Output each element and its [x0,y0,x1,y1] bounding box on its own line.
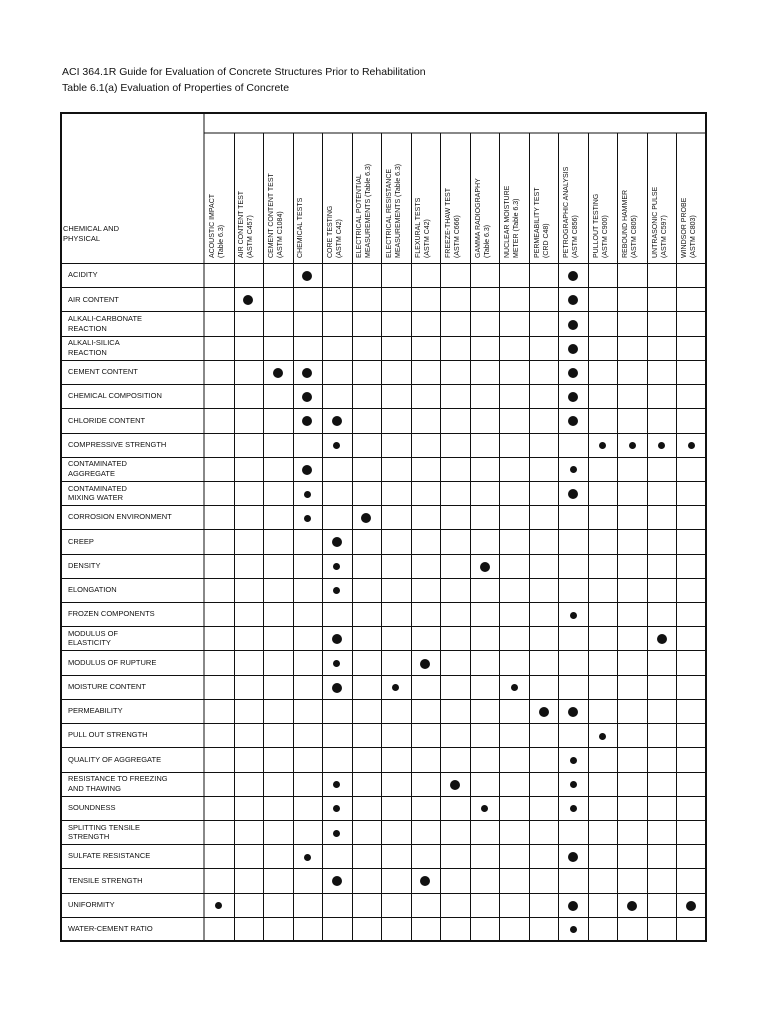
column-header [503,108,531,258]
row-label-line1: PERMEABILITY [68,706,123,716]
column-header-line1: CORE TESTING [326,205,334,258]
column-header-line1: CEMENT CONTENT TEST [267,173,275,258]
column-header-line2: (ASTM C856) [572,215,580,258]
row-label-line2: REACTION [68,347,107,357]
column-header-line2: (Table 6.3) [483,224,491,258]
column-header-line2: (CRD C48) [542,223,550,258]
row-label [68,578,202,602]
column-header-line2: (ASTM C42) [424,219,432,258]
row-label [68,287,202,311]
row-label [68,529,202,553]
applicability-dot [627,901,637,911]
applicability-dot [450,780,460,790]
applicability-dot [568,344,578,354]
column-header-line1: NUCLEAR MOISTURE [504,185,512,258]
column-header-line2: (ASTM C803) [690,215,698,258]
column-header-line2: (ASTM C900) [601,215,609,258]
column-header [414,108,442,258]
row-label [68,820,202,844]
row-label [68,457,202,481]
applicability-dot [420,659,430,669]
applicability-dot [304,491,311,498]
row-label-line1: DENSITY [68,560,101,570]
column-header-line1: AIR CONTENT TEST [238,190,246,258]
row-label [68,481,202,505]
row-label [68,505,202,529]
row-label-line1: CONTAMINATED [68,459,127,469]
column-header [237,108,265,258]
row-label [68,747,202,771]
column-header-line1: GAMMA RADIOGRAPHY [474,178,482,258]
column-header-line1: WINDSOR PROBE [681,197,689,258]
applicability-dot [304,515,311,522]
column-header [444,108,472,258]
corner-label-line1: CHEMICAL AND [63,224,119,233]
row-label-line1: AIR CONTENT [68,294,119,304]
applicability-dot [568,901,578,911]
applicability-dot [599,733,606,740]
row-label-line1: TENSILE STRENGTH [68,875,143,885]
applicability-dot [570,781,577,788]
column-header [296,108,324,258]
applicability-dot [570,757,577,764]
applicability-dot [480,562,490,572]
row-label-line2: ELASTICITY [68,638,111,648]
row-label [68,263,202,287]
row-label-line1: MOISTURE CONTENT [68,681,146,691]
applicability-dot [629,442,636,449]
column-header [592,108,620,258]
row-label [68,650,202,674]
row-label [68,384,202,408]
document-title: ACI 364.1R Guide for Evaluation of Concrete Structures Prior to Rehabilitation [62,66,426,78]
applicability-dot [568,368,578,378]
column-header-line1: ELECTRICAL POTENTIAL [356,174,364,258]
row-label [68,408,202,432]
applicability-dot [570,805,577,812]
column-header [533,108,561,258]
column-header [562,108,590,258]
applicability-dot [570,926,577,933]
row-label-line1: ELONGATION [68,585,117,595]
row-label [68,699,202,723]
column-header-line1: ELECTRICAL RESISTANCE [385,168,393,258]
row-label [68,336,202,360]
table-caption: Table 6.1(a) Evaluation of Properties of Concrete [62,82,290,94]
row-label [68,433,202,457]
column-header [651,108,679,258]
corner-label-line2: PHYSICAL [63,234,101,243]
applicability-dot [304,854,311,861]
row-label-line2: MIXING WATER [68,493,123,503]
row-label-line1: MODULUS OF RUPTURE [68,657,157,667]
column-header-line2: (Table 6.3) [217,224,225,258]
column-header-line1: FLEXURAL TESTS [415,197,423,258]
column-header-line2: (ASTM C42) [335,219,343,258]
column-header [326,108,354,258]
column-header-line2: (ASTM C457) [247,215,255,258]
row-label-line1: QUALITY OF AGGREGATE [68,754,162,764]
column-header-line1: UNTRASONIC PULSE [651,186,659,258]
applicability-dot [332,683,342,693]
row-label [68,554,202,578]
row-label-line1: ALKALI-SILICA [68,338,120,348]
row-label-line1: SPLITTING TENSILE [68,822,140,832]
column-header [474,108,502,258]
column-header-line2: (ASTM C1084) [276,211,284,258]
corner-label [63,224,119,244]
applicability-dot [273,368,283,378]
row-label [68,360,202,384]
applicability-dot [568,707,578,717]
column-header-line2: MEASUREMENTS (Table 6.3) [365,163,373,258]
column-header [621,108,649,258]
column-header-line1: FREEZE-THAW TEST [445,188,452,258]
row-label-line2: AGGREGATE [68,468,115,478]
column-header-line2: (ASTM C597) [660,215,668,258]
column-header-line2: MEASUREMENTS (Table 6.3) [394,163,402,258]
column-header-line2: METER (Table 6.3) [513,198,521,258]
row-label [68,602,202,626]
row-label-line2: AND THAWING [68,783,121,793]
row-label [68,723,202,747]
applicability-dot [333,830,340,837]
column-header-line1: CHEMICAL TESTS [297,197,305,258]
applicability-dot [688,442,695,449]
column-header [267,108,295,258]
column-header [385,108,413,258]
row-label-line1: ACIDITY [68,270,98,280]
applicability-dot [568,320,578,330]
column-header [355,108,383,258]
row-label-line1: CHLORIDE CONTENT [68,415,146,425]
row-label [68,772,202,796]
row-label-line1: CONTAMINATED [68,483,127,493]
row-label-line1: PULL OUT STRENGTH [68,730,148,740]
row-label-line1: CEMENT CONTENT [68,367,138,377]
column-header-line2: (ASTM C805) [631,215,639,258]
column-header-line1: REBOUND HAMMER [622,189,630,258]
row-label [68,868,202,892]
row-label [68,917,202,941]
row-label-line2: REACTION [68,323,107,333]
row-label-line1: ALKALI-CARBONATE [68,314,143,324]
row-label-line1: CREEP [68,536,94,546]
row-label-line1: WATER-CEMENT RATIO [68,924,153,934]
row-label-line1: FROZEN COMPONENTS [68,609,155,619]
column-header [680,108,708,258]
column-header-line1: PULLOUT TESTING [592,193,600,258]
column-header-line1: ACOUSTIC IMPACT [208,193,216,258]
row-label-line2: STRENGTH [68,832,110,842]
column-header-line1: PETROGRAPHIC ANALYSIS [563,166,571,258]
row-label [68,311,202,335]
row-label-line1: COMPRESSIVE STRENGTH [68,439,167,449]
applicability-dot [657,634,667,644]
applicability-dot [511,684,518,691]
row-label [68,675,202,699]
row-label-line1: CORROSION ENVIRONMENT [68,512,172,522]
applicability-dot [570,466,577,473]
row-label-line1: CHEMICAL COMPOSITION [68,391,162,401]
column-header-line1: PERMEABILITY TEST [533,187,541,258]
applicability-dot [686,901,696,911]
row-label [68,796,202,820]
row-label-line1: MODULUS OF [68,628,119,638]
row-label [68,893,202,917]
row-label [68,844,202,868]
row-label-line1: SOUNDNESS [68,803,116,813]
applicability-dot [570,612,577,619]
column-header-line2: (ASTM C666) [454,215,461,258]
column-header [208,108,236,258]
applicability-dot [539,707,549,717]
row-label [68,626,202,650]
row-label-line1: UNIFORMITY [68,899,115,909]
row-label-line1: SULFATE RESISTANCE [68,851,151,861]
row-label-line1: RESISTANCE TO FREEZING [68,774,168,784]
